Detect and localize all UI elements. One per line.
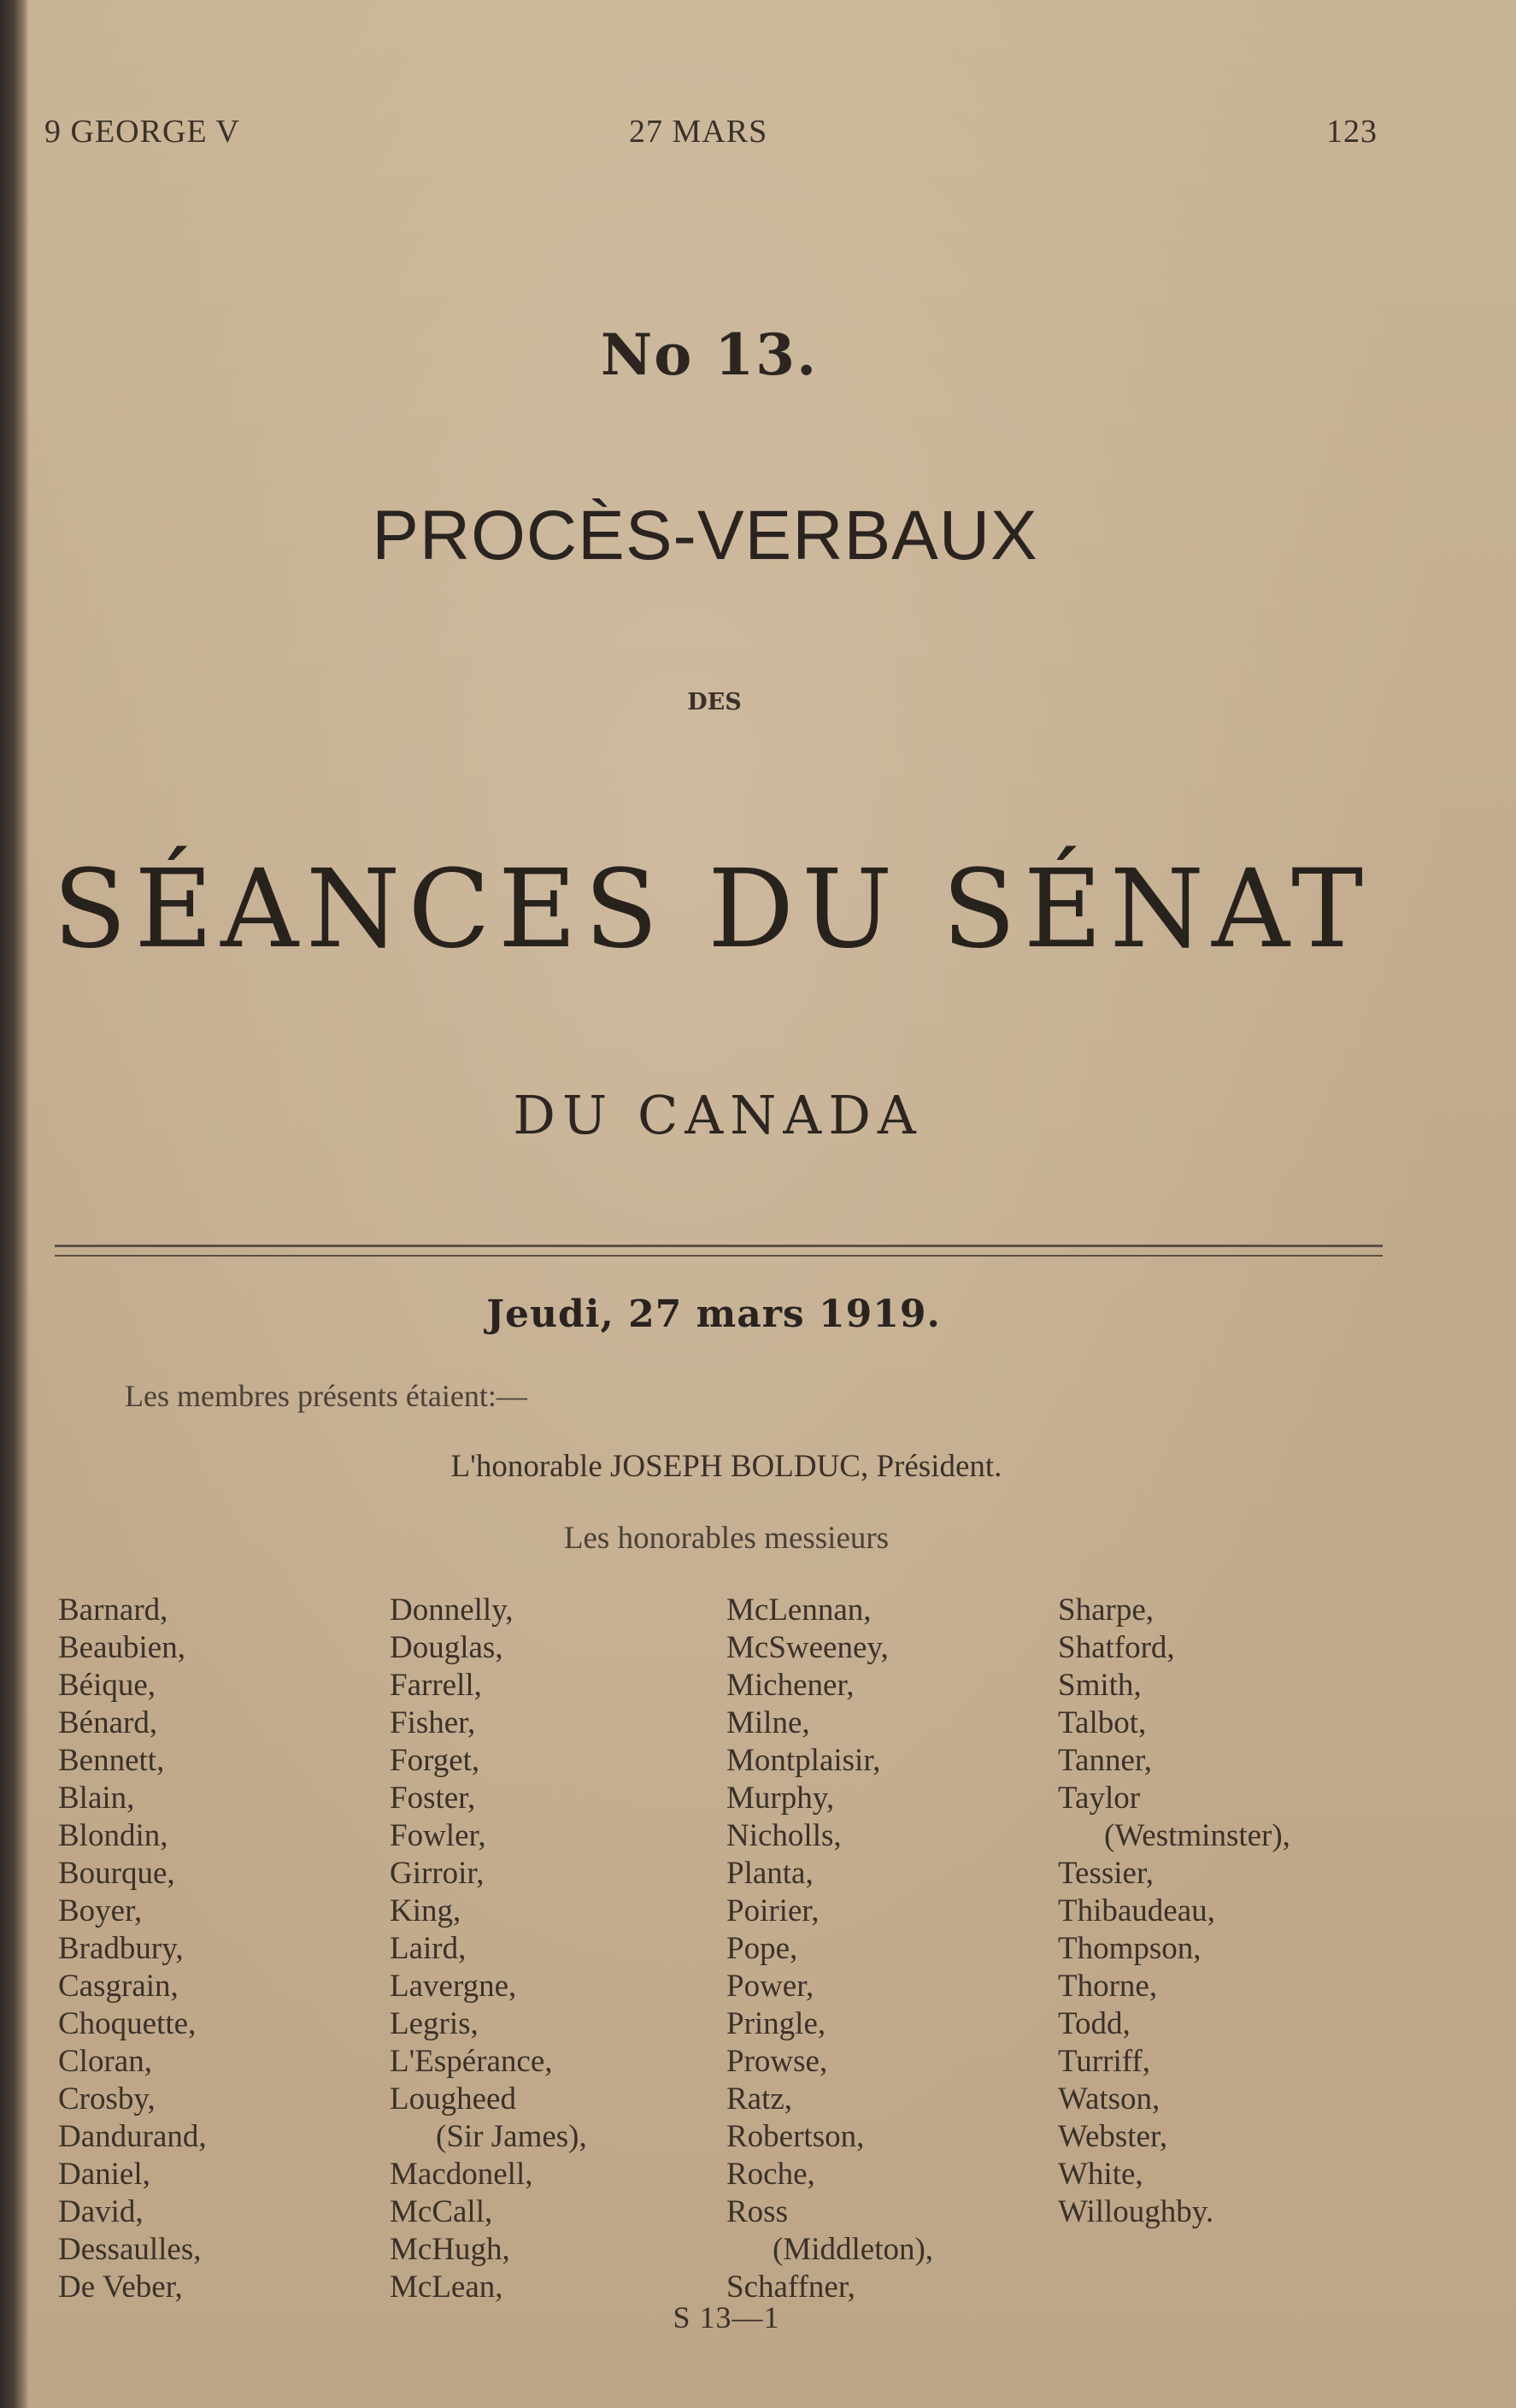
member-name: Thompson, (1058, 1931, 1202, 1966)
member-name: Roche, (726, 2157, 815, 2192)
member-name: Daniel, (58, 2157, 150, 2192)
member-name: Todd, (1058, 2006, 1131, 2041)
double-rule-bottom (55, 1255, 1383, 1257)
member-name: Nicholls, (726, 1818, 842, 1853)
member-name: McSweeney, (726, 1630, 889, 1665)
member-name: Tanner, (1058, 1743, 1152, 1778)
member-name: McLennan, (726, 1593, 872, 1628)
member-name: David, (58, 2194, 144, 2229)
member-name: Fisher, (390, 1705, 476, 1740)
member-name: Dandurand, (58, 2119, 207, 2154)
member-name: Tessier, (1058, 1856, 1155, 1891)
member-name: Barnard, (58, 1593, 168, 1628)
member-name: L'Espérance, (390, 2044, 553, 2079)
member-name: Thibaudeau, (1058, 1893, 1215, 1928)
member-name: (Sir James), (436, 2119, 587, 2154)
member-name: Blondin, (58, 1818, 168, 1853)
title-seances-du-senat: SÉANCES DU SÉNAT (52, 846, 1372, 972)
member-name: (Westminster), (1104, 1818, 1290, 1853)
president-line: L'honorable JOSEPH BOLDUC, Président. (450, 1449, 1002, 1484)
member-name: Casgrain, (58, 1969, 179, 2004)
member-name: King, (390, 1893, 461, 1928)
member-name: Pope, (726, 1931, 798, 1966)
member-name: Power, (726, 1969, 814, 2004)
member-name: Donnelly, (390, 1593, 514, 1628)
member-name: Murphy, (726, 1781, 835, 1816)
member-name: Talbot, (1058, 1705, 1147, 1740)
member-name: Bourque, (58, 1856, 175, 1891)
member-name: Choquette, (58, 2006, 197, 2041)
title-des: DES (687, 689, 742, 715)
member-name: Girroir, (390, 1856, 485, 1891)
member-name: Laird, (390, 1931, 467, 1966)
member-name: Robertson, (726, 2119, 865, 2154)
member-name: Bennett, (58, 1743, 165, 1778)
member-name: Boyer, (58, 1893, 143, 1928)
members-intro: Les membres présents étaient:— (125, 1379, 527, 1413)
member-name: Cloran, (58, 2044, 152, 2079)
member-name: White, (1058, 2157, 1143, 2192)
member-name: Beaubien, (58, 1630, 185, 1665)
member-name: Schaffner, (726, 2270, 855, 2305)
member-name: Lavergne, (390, 1969, 517, 2004)
member-name: Lougheed (390, 2081, 516, 2117)
member-name: (Middleton), (773, 2232, 934, 2267)
title-proces-verbaux: PROCÈS-VERBAUX (372, 497, 1038, 574)
member-name: Fowler, (390, 1818, 486, 1853)
members-column-2 (390, 1592, 587, 2306)
printer-signature: S 13—1 (673, 2300, 780, 2334)
member-name: Taylor (1058, 1781, 1141, 1816)
member-name: Foster, (390, 1781, 476, 1816)
member-name: Webster, (1058, 2119, 1168, 2154)
member-name: Sharpe, (1058, 1593, 1154, 1628)
member-name: Milne, (726, 1705, 810, 1740)
member-name: Blain, (58, 1781, 135, 1816)
member-name: Forget, (390, 1743, 480, 1778)
member-name: Béique, (58, 1668, 156, 1703)
member-name: Bradbury, (58, 1931, 184, 1966)
member-name: Shatford, (1058, 1630, 1175, 1665)
double-rule-top (55, 1245, 1383, 1247)
member-name: Ratz, (726, 2081, 793, 2117)
member-name: Poirier, (726, 1893, 820, 1928)
member-name: De Veber, (58, 2270, 183, 2305)
member-name: Douglas, (390, 1630, 503, 1665)
member-name: McCall, (390, 2194, 493, 2229)
title-du-canada: DU CANADA (513, 1084, 923, 1146)
members-column-4 (1058, 1592, 1290, 2231)
page-number: 123 (1326, 114, 1378, 150)
member-name: Michener, (726, 1668, 855, 1703)
member-name: Crosby, (58, 2081, 156, 2117)
member-name: Macdonell, (390, 2157, 533, 2192)
member-name: Pringle, (726, 2006, 826, 2041)
member-name: McLean, (390, 2270, 503, 2305)
member-name: Watson, (1058, 2081, 1161, 2117)
member-name: Farrell, (390, 1668, 482, 1703)
header-date: 27 MARS (629, 114, 768, 150)
members-column-1 (58, 1592, 207, 2306)
sitting-date: Jeudi, 27 mars 1919. (486, 1292, 941, 1336)
member-name: McHugh, (390, 2232, 510, 2267)
honorables-heading: Les honorables messieurs (563, 1521, 890, 1556)
member-name: Legris, (390, 2006, 479, 2041)
member-name: Bénard, (58, 1705, 158, 1740)
member-name: Montplaisir, (726, 1743, 881, 1778)
header-regnal-year: 9 GEORGE V (44, 114, 240, 150)
member-name: Willoughby. (1058, 2194, 1214, 2229)
member-name: Thorne, (1058, 1969, 1158, 2004)
member-name: Dessaulles, (58, 2232, 202, 2267)
running-header (44, 113, 1378, 156)
members-column-3 (726, 1592, 933, 2306)
member-name: Turriff, (1058, 2044, 1150, 2079)
member-name: Planta, (726, 1856, 814, 1891)
member-name: Ross (726, 2194, 788, 2229)
issue-number: No 13. (600, 321, 819, 388)
member-name: Prowse, (726, 2044, 828, 2079)
member-name: Smith, (1058, 1668, 1142, 1703)
